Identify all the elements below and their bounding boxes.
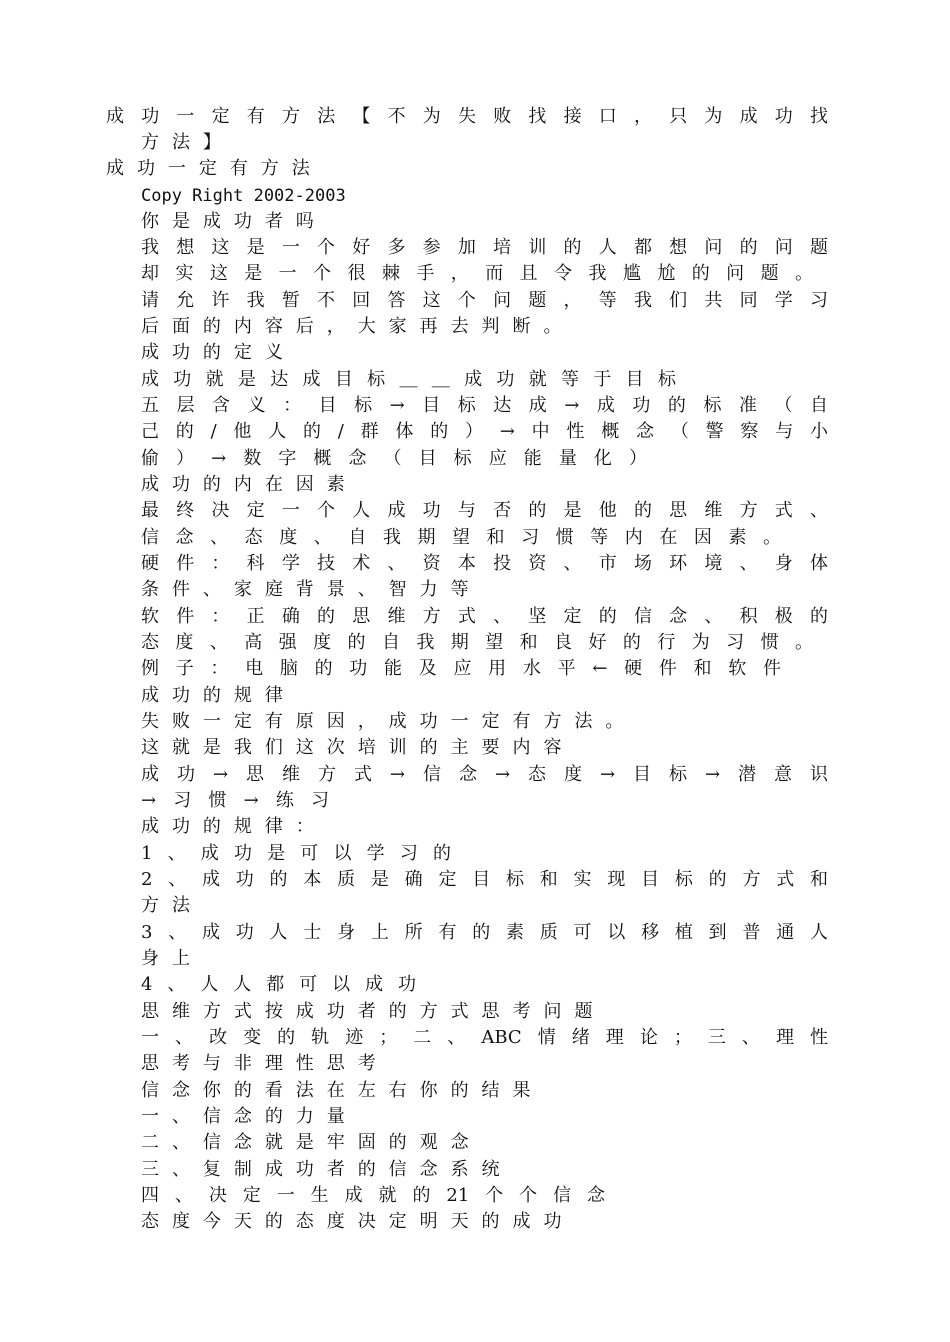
- copyright-line: Copy Right 2002-2003: [141, 186, 346, 206]
- paragraph-line: 请允许我暂不回答这个问题，等我们共同学习: [141, 290, 828, 311]
- paragraph-line: 我想这是一个好多参加培训的人都想问的问题: [141, 237, 828, 258]
- paragraph-line: 成功就是达成目标＿＿成功就等于目标: [141, 369, 676, 390]
- section-heading: 成功的定义: [141, 342, 296, 363]
- paragraph-line: 后面的内容后，大家再去判断。: [141, 316, 575, 337]
- paragraph-line: 五层含义：目标→目标达成→成功的标准（自: [141, 395, 828, 416]
- paragraph-line: 硬件：科学技术、资本投资、市场环境、身体: [141, 553, 828, 574]
- list-item-continuation: 方法: [141, 895, 203, 916]
- paragraph-line: 一、改变的轨迹；二、ABC情绪理论；三、理性: [141, 1027, 828, 1048]
- section-heading: 成功的规律：: [141, 816, 327, 837]
- paragraph-line: 失败一定有原因，成功一定有方法。: [141, 711, 637, 732]
- paragraph-line: 成功→思维方式→信念→态度→目标→潜意识: [141, 764, 828, 785]
- list-item: 2、成功的本质是确定目标和实现目标的方式和: [141, 869, 828, 890]
- section-heading: 信念你的看法在左右你的结果: [141, 1080, 544, 1101]
- section-heading: 成功的内在因素: [141, 474, 358, 495]
- paragraph-line: 最终决定一个人成功与否的是他的思维方式、: [141, 500, 828, 521]
- paragraph-line: 思考与非理性思考: [141, 1053, 389, 1074]
- paragraph-line: 己的/他人的/群体的）→中性概念（警察与小: [141, 421, 828, 442]
- section-heading: 成功的规律: [141, 685, 296, 706]
- list-item: 三、复制成功者的信念系统: [141, 1159, 513, 1180]
- section-heading: 态度今天的态度决定明天的成功: [141, 1211, 575, 1232]
- list-item-continuation: 身上: [141, 948, 203, 969]
- doc-heading: 成功一定有方法: [106, 158, 323, 179]
- paragraph-line: 偷）→数字概念（目标应能量化）: [141, 448, 647, 469]
- paragraph-line: 信念、态度、自我期望和习惯等内在因素。: [141, 527, 781, 548]
- list-item: 四、决定一生成就的21个个信念: [141, 1185, 605, 1206]
- doc-title-line-1: 成功一定有方法【不为失败找接口，只为成功找: [106, 106, 828, 127]
- list-item: 二、信念就是牢固的观念: [141, 1132, 482, 1153]
- section-heading: 你是成功者吗: [141, 211, 327, 232]
- list-item: 4、人人都可以成功: [141, 974, 416, 995]
- paragraph-line: →习惯→练习: [141, 790, 329, 811]
- doc-title-line-2: 方法】: [141, 132, 234, 153]
- paragraph-line: 态度、高强度的自我期望和良好的行为习惯。: [141, 632, 813, 653]
- paragraph-line: 条件、家庭背景、智力等: [141, 579, 482, 600]
- section-heading: 思维方式按成功者的方式思考问题: [141, 1001, 606, 1022]
- paragraph-line: 这就是我们这次培训的主要内容: [141, 737, 575, 758]
- list-item: 3、成功人士身上所有的素质可以移植到普通人: [141, 922, 828, 943]
- paragraph-line: 软件：正确的思维方式、坚定的信念、积极的: [141, 606, 828, 627]
- list-item: 1、成功是可以学习的: [141, 843, 451, 864]
- paragraph-line: 却实这是一个很棘手，而且令我尴尬的问题。: [141, 263, 813, 284]
- paragraph-line: 例子：电脑的功能及应用水平←硬件和软件: [141, 658, 781, 679]
- list-item: 一、信念的力量: [141, 1106, 358, 1127]
